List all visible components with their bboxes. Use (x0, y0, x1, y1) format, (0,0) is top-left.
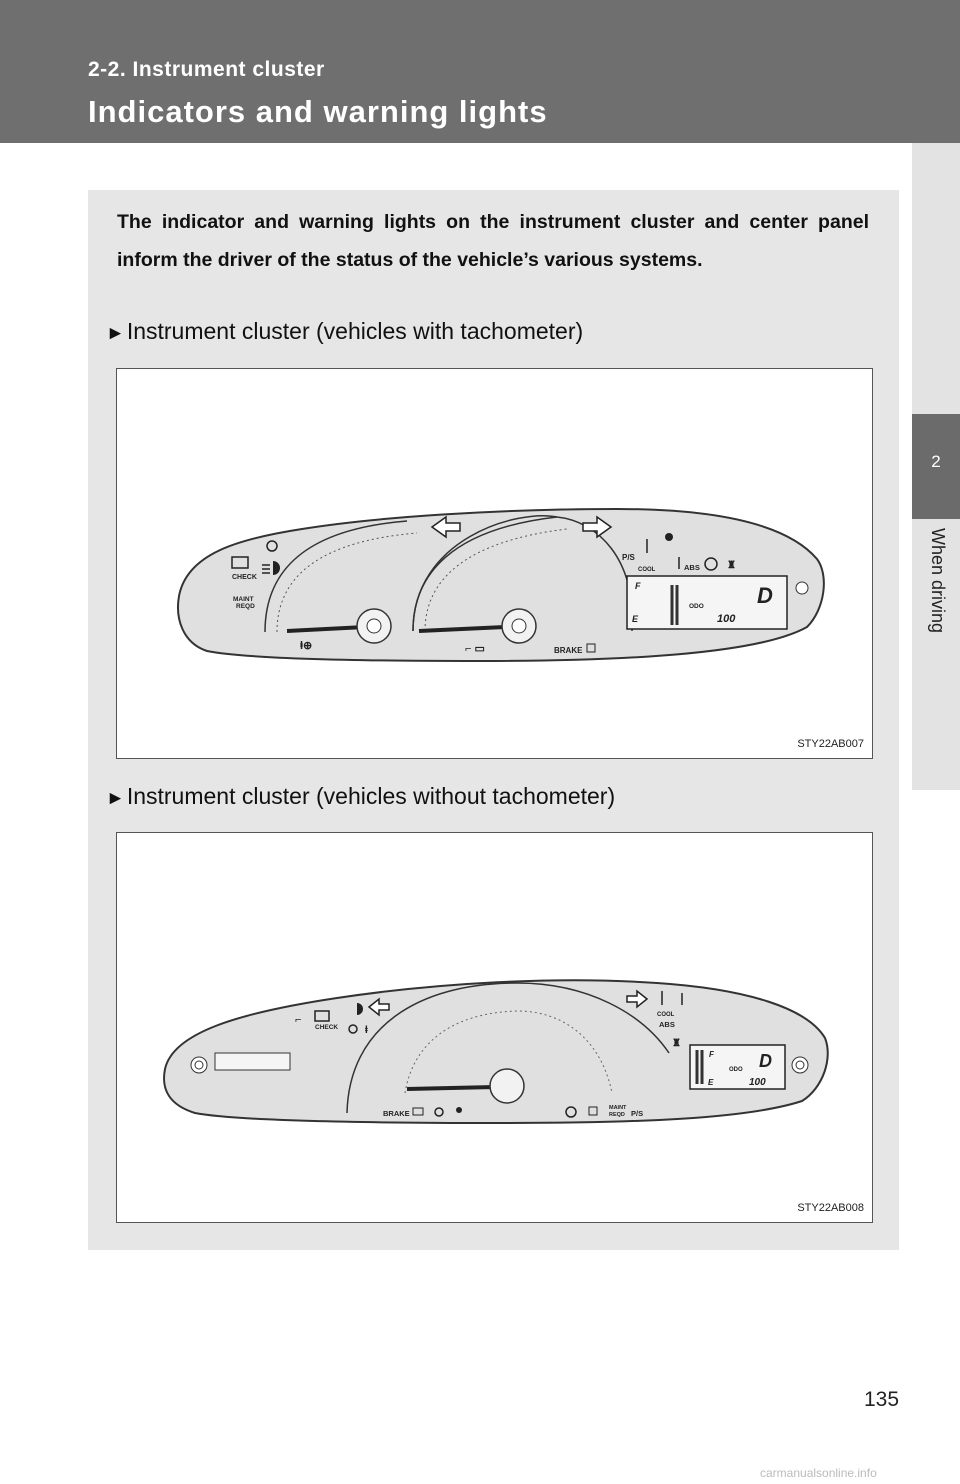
svg-text:100: 100 (717, 613, 736, 625)
figure-code: STY22AB008 (797, 1202, 864, 1214)
oil-battery-icons: ⌐ ▭ (465, 643, 485, 655)
svg-text:CHECK: CHECK (232, 574, 257, 581)
figure-no-tachometer (116, 832, 873, 1223)
svg-text:ABS: ABS (659, 1020, 675, 1029)
chapter-number: 2 (931, 452, 941, 471)
chapter-label: When driving (928, 528, 948, 634)
svg-text:COOL: COOL (657, 1012, 675, 1018)
svg-text:ODO: ODO (689, 603, 704, 610)
svg-text:COOL: COOL (638, 567, 656, 573)
watermark: carmanualsonline.info (760, 1466, 877, 1480)
svg-text:P/S: P/S (631, 1109, 644, 1118)
figure-caption-1: ►Instrument cluster (vehicles with tachometer) (106, 318, 584, 344)
intro-paragraph: The indicator and warning lights on the instrument cluster and center panel inform the driver of the status of the vehicle’s various systems. (117, 211, 869, 271)
svg-text:MAINT: MAINT (233, 596, 254, 603)
svg-text:D: D (759, 1051, 772, 1071)
svg-text:E: E (632, 614, 639, 624)
svg-text:ABS: ABS (684, 563, 700, 572)
pointer-arrow-icon: ► (106, 788, 125, 809)
cluster-illustration-speedometer (117, 833, 872, 1222)
svg-text:MAINT: MAINT (609, 1105, 627, 1111)
cluster-illustration-tachometer (117, 369, 872, 758)
svg-text:REQD: REQD (609, 1112, 625, 1118)
svg-text:BRAKE: BRAKE (383, 1109, 410, 1118)
fog-light-icon: ⱡ (365, 1025, 368, 1036)
fog-light-icon: ⱡ⊕ (300, 640, 313, 652)
svg-text:P/S: P/S (622, 553, 635, 562)
svg-text:D: D (757, 583, 773, 608)
svg-text:CHECK: CHECK (315, 1024, 339, 1031)
svg-text:100: 100 (749, 1077, 766, 1088)
section-heading: 2-2. Instrument cluster (88, 58, 325, 81)
svg-text:E: E (708, 1078, 714, 1087)
svg-text:F: F (635, 581, 641, 591)
page-title: Indicators and warning lights (88, 94, 548, 129)
airbag-icon (456, 1107, 462, 1113)
header-bar (0, 0, 960, 143)
trip-knob (796, 582, 808, 594)
seatbelt-icon: ♜ (727, 560, 736, 571)
pointer-arrow-icon: ► (106, 323, 125, 344)
oil-pressure-icon: ⌐ (295, 1014, 302, 1026)
seatbelt-icon: ♜ (672, 1038, 681, 1049)
page-number: 135 (864, 1388, 900, 1411)
figure-code: STY22AB007 (797, 738, 864, 750)
svg-text:F: F (709, 1050, 714, 1059)
svg-text:BRAKE: BRAKE (554, 646, 583, 655)
clock-display (215, 1053, 290, 1070)
chapter-tab (912, 0, 960, 1484)
figure-tachometer (116, 368, 873, 759)
svg-text:ODO: ODO (729, 1067, 743, 1073)
figure-caption-2: ►Instrument cluster (vehicles without tachometer) (106, 783, 616, 809)
airbag-icon (665, 533, 673, 541)
svg-text:REQD: REQD (236, 603, 255, 610)
